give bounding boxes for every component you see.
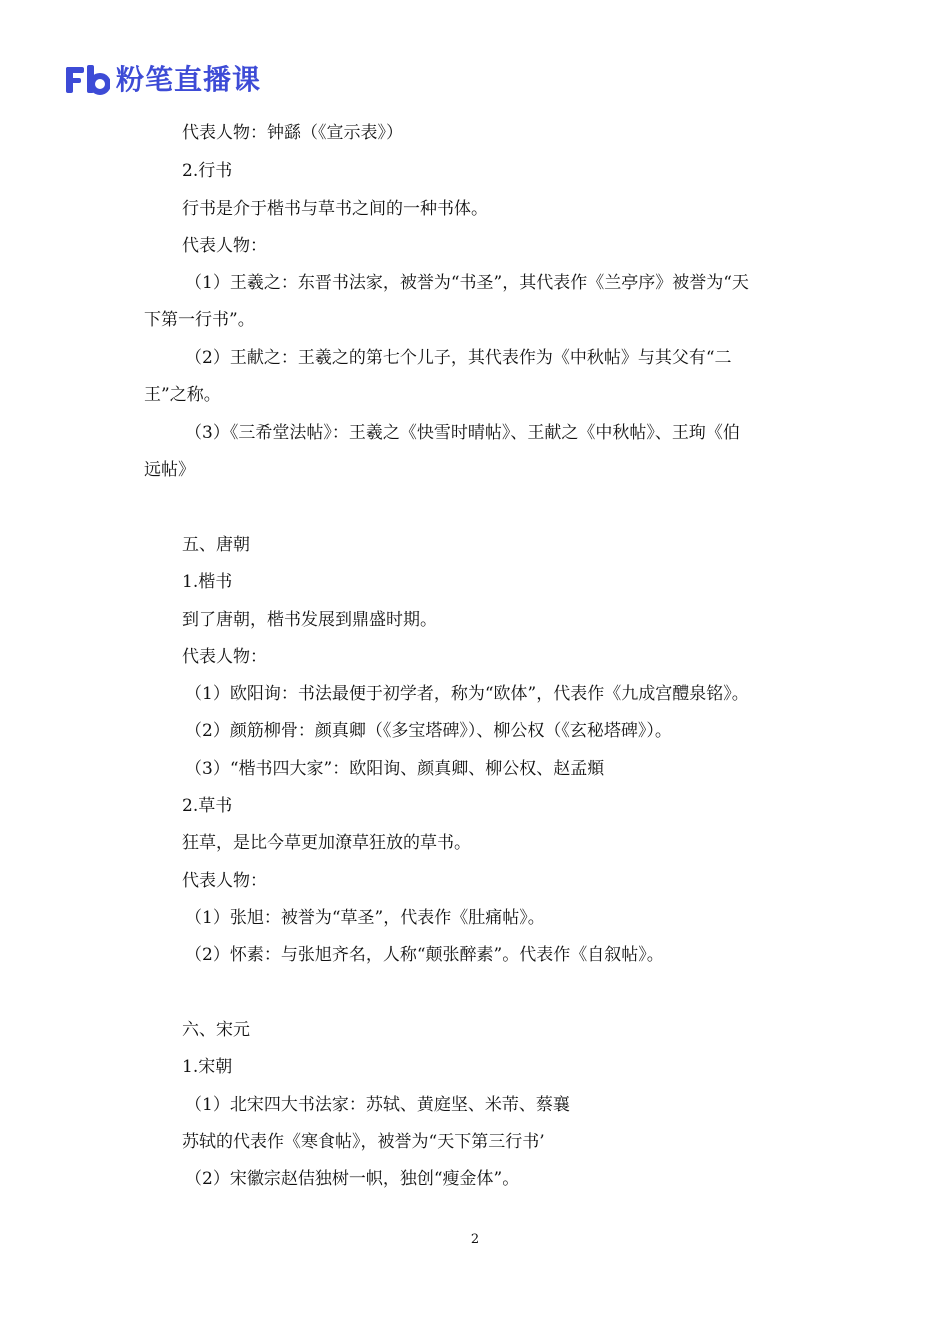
text-line: （2）颜筋柳骨：颜真卿（《多宝塔碑》）、柳公权（《玄秘塔碑》）。 <box>185 721 672 741</box>
text-line: （2）宋徽宗赵佶独树一帜，独创“瘦金体”。 <box>185 1169 520 1189</box>
text-line: 远帖》 <box>144 460 195 480</box>
text-line: 到了唐朝，楷书发展到鼎盛时期。 <box>182 610 437 630</box>
text-line: （1）王羲之：东晋书法家，被誉为“书圣”，其代表作《兰亭序》被誉为“天 <box>185 273 749 293</box>
text-line: 代表人物： <box>182 871 267 891</box>
text-line: （2）王献之：王羲之的第七个儿子，其代表作为《中秋帖》与其父有“二 <box>185 348 732 368</box>
text-line: 狂草，是比今草更加潦草狂放的草书。 <box>182 833 471 853</box>
header-logo <box>66 60 261 100</box>
text-line: 王”之称。 <box>144 385 221 405</box>
logo-text: 粉笔直播课 <box>116 63 262 96</box>
text-line: 代表人物： <box>182 236 267 256</box>
text-line: （3）“楷书四大家”：欧阳询、颜真卿、柳公权、赵孟頫 <box>185 759 605 779</box>
text-line: （1）北宋四大书法家：苏轼、黄庭坚、米芾、蔡襄 <box>185 1095 570 1115</box>
subheading: 2.行书 <box>182 161 233 181</box>
section-heading: 五、唐朝 <box>182 535 250 555</box>
subheading: 2.草书 <box>182 796 233 816</box>
text-line: 苏轼的代表作《寒食帖》，被誉为“天下第三行书’ <box>182 1132 545 1152</box>
text-line: （1）欧阳询：书法最便于初学者，称为“欧体”，代表作《九成宫醴泉铭》。 <box>185 684 749 704</box>
text-line: 代表人物： <box>182 647 267 667</box>
fb-logo-icon <box>66 65 110 95</box>
page-number: 2 <box>470 1232 480 1247</box>
text-line: 下第一行书”。 <box>144 310 255 330</box>
text-line: （3）《三希堂法帖》：王羲之《快雪时晴帖》、王献之《中秋帖》、王珣《伯 <box>185 423 740 443</box>
text-line: 行书是介于楷书与草书之间的一种书体。 <box>182 199 488 219</box>
section-heading: 六、宋元 <box>182 1020 250 1040</box>
text-line: （1）张旭：被誉为“草圣”，代表作《肚痛帖》。 <box>185 908 545 928</box>
subheading: 1.楷书 <box>182 572 233 592</box>
subheading: 1.宋朝 <box>182 1057 233 1077</box>
text-line: 代表人物：钟繇（《宣示表》） <box>182 123 403 143</box>
text-line: （2）怀素：与张旭齐名，人称“颠张醉素”。代表作《自叙帖》。 <box>185 945 664 965</box>
